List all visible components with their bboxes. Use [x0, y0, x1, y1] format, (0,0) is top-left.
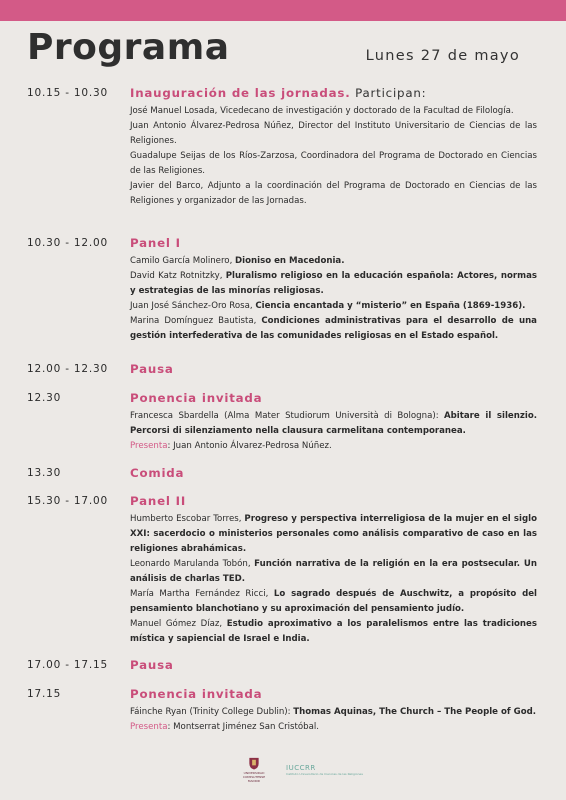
talk: Camilo García Molinero, Dioniso en Macedonia. — [130, 256, 345, 266]
session-title: Panel II — [130, 494, 187, 508]
talk: Francesca Sbardella (Alma Mater Studiorum Università di Bologna): Abitare il silenzio. Percorsi di silenziamento nella clausura carmelitana contemporanea. — [130, 411, 537, 436]
talk: Juan José Sánchez-Oro Rosa, Ciencia encantada y “misterio” en España (1869-1936). — [130, 301, 526, 311]
session-title: Panel I — [130, 236, 181, 250]
university-logo-text: UNIVERSIDAD COMPLUTENSE MADRID — [242, 771, 266, 783]
session-title: Inauguración de las jornadas. Participan: — [130, 86, 427, 100]
presenter: Presenta: Montserrat Jiménez San Cristóbal. — [130, 722, 320, 732]
session-time: 17.00 - 17.15 — [27, 659, 108, 671]
session-title: Pausa — [130, 362, 174, 376]
schedule-row-ponencia-2 — [27, 687, 537, 759]
session-time: 10.15 - 10.30 — [27, 87, 108, 99]
session-time: 13.30 — [27, 467, 62, 479]
session-time: 12.00 - 12.30 — [27, 363, 108, 375]
schedule — [27, 86, 537, 759]
session-time: 10.30 - 12.00 — [27, 237, 108, 249]
session-title: Comida — [130, 466, 185, 480]
event-date: Lunes 27 de mayo — [365, 48, 520, 64]
footer-logos — [244, 757, 363, 783]
talk: Manuel Gómez Díaz, Estudio aproximativo a los paralelismos entre las tradiciones mística y sapiencial de Israel e India. — [130, 619, 537, 644]
university-crest-icon — [248, 757, 260, 770]
university-logo — [244, 757, 264, 783]
talk: David Katz Rotnitzky, Pluralismo religioso en la educación española: Actores, normas y estrategias de las minorías religiosas. — [130, 271, 537, 296]
participant: José Manuel Losada, Vicedecano de investigación y doctorado de la Facultad de Filología. — [130, 106, 514, 116]
page-title: Programa — [27, 27, 230, 68]
schedule-row-panel-2 — [27, 494, 537, 658]
session-time: 17.15 — [27, 688, 62, 700]
schedule-row-comida — [27, 466, 537, 494]
institute-logo-text: Instituto Universitario de Ciencias de las Religiones — [286, 772, 363, 776]
participant: Guadalupe Seijas de los Ríos-Zarzosa, Coordinadora del Programa de Doctorado en Ciencias de las Religiones. — [130, 151, 537, 176]
top-accent-bar — [0, 0, 566, 21]
talk: María Martha Fernández Ricci, Lo sagrado después de Auschwitz, a propósito del pensamiento blanchotiano y su aproximación del pensamiento judío. — [130, 589, 537, 614]
session-time: 12.30 — [27, 392, 62, 404]
institute-logo — [286, 764, 363, 776]
session-title: Ponencia invitada — [130, 687, 263, 701]
institute-logo-title: IUCCRR — [286, 764, 316, 772]
session-title: Pausa — [130, 658, 174, 672]
talk: Leonardo Marulanda Tobón, Función narrativa de la religión en la era postsecular. Un análisis de charlas TED. — [130, 559, 537, 584]
talk: Humberto Escobar Torres, Progreso y perspectiva interreligiosa de la mujer en el siglo XXI: sacerdocio o ministerios personales como análisis comparativo de caso en las religiones abrahámicas. — [130, 514, 537, 554]
participant: Juan Antonio Álvarez-Pedrosa Núñez, Director del Instituto Universitario de Ciencias de las Religiones. — [130, 121, 537, 146]
session-time: 15.30 - 17.00 — [27, 495, 108, 507]
schedule-row-inauguracion — [27, 86, 537, 236]
schedule-row-pausa-2 — [27, 658, 537, 687]
talk: Marina Domínguez Bautista, Condiciones administrativas para el desarrollo de una gestión interfederativa de las comunidades religiosas en el Estado español. — [130, 316, 537, 341]
schedule-row-pausa-1 — [27, 362, 537, 391]
schedule-row-panel-1 — [27, 236, 537, 362]
session-title: Ponencia invitada — [130, 391, 263, 405]
talk: Fáinche Ryan (Trinity College Dublin): Thomas Aquinas, The Church – The People of God. — [130, 707, 537, 717]
presenter: Presenta: Juan Antonio Álvarez-Pedrosa Núñez. — [130, 441, 332, 451]
participant: Javier del Barco, Adjunto a la coordinación del Programa de Doctorado en Ciencias de las Religiones y organizador de las Jornadas. — [130, 181, 537, 206]
schedule-row-ponencia-1 — [27, 391, 537, 466]
